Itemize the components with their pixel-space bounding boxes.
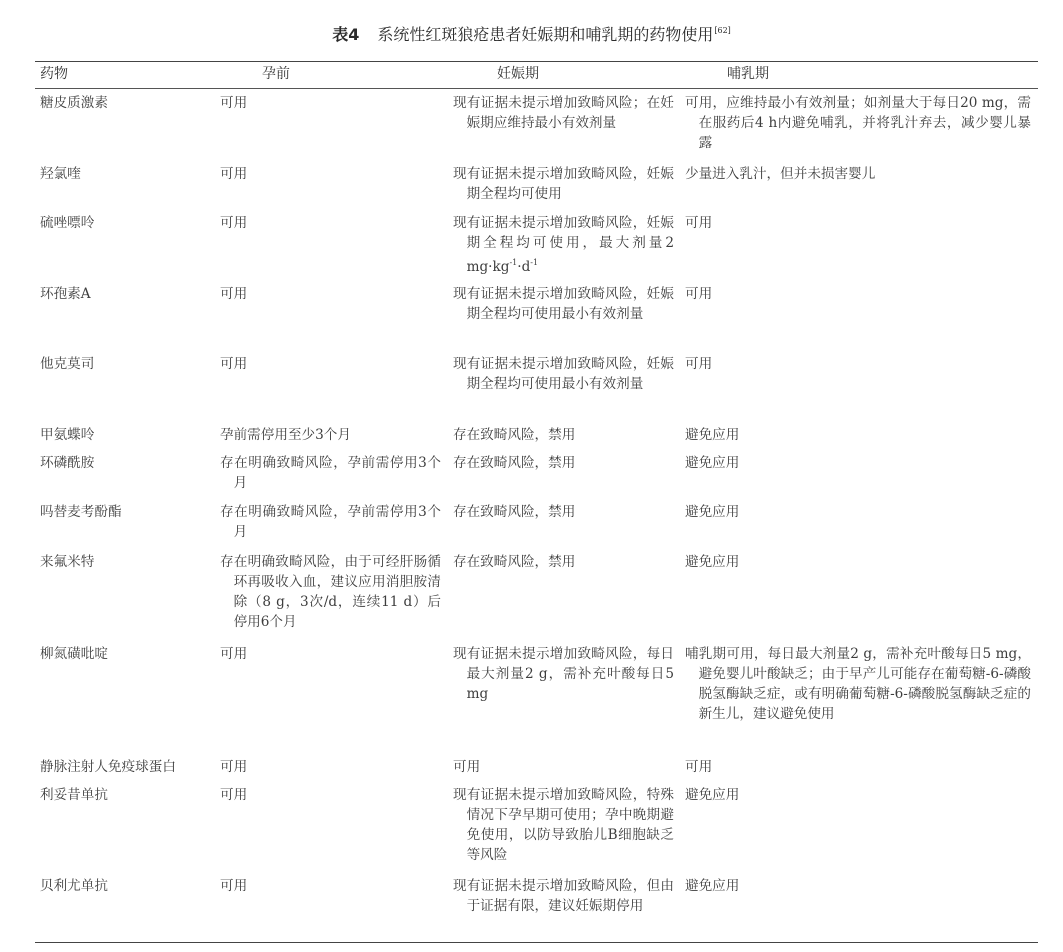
- table-caption: [0, 22, 1063, 45]
- pregnancy-cell: 存在致畸风险，禁用: [453, 554, 576, 570]
- pregnancy-cell: 存在致畸风险，禁用: [453, 427, 576, 443]
- pregnancy-cell: 现有证据未提示增加致畸风险，妊娠期全程均可使用: [453, 166, 674, 202]
- lactation-cell: 避免应用: [685, 455, 740, 471]
- drug-cell: 甲氨蝶呤: [40, 427, 95, 443]
- header-lactation: 哺乳期: [727, 66, 769, 82]
- pre-pregnancy-cell: 孕前需停用至少3个月: [220, 427, 351, 443]
- pre-pregnancy-cell: 存在明确致畸风险，孕前需停用3个月: [220, 504, 441, 540]
- lactation-cell: 避免应用: [685, 554, 740, 570]
- reference-marker: [62]: [714, 26, 731, 35]
- pre-pregnancy-cell: 可用: [220, 878, 248, 894]
- pregnancy-cell: 现有证据未提示增加致畸风险，但由于证据有限，建议妊娠期停用: [453, 878, 674, 914]
- lactation-cell: 可用，应维持最小有效剂量；如剂量大于每日20 mg，需在服药后4 h内避免哺乳，并将乳汁弃去，减少婴儿暴露: [685, 95, 1031, 151]
- drug-cell: 吗替麦考酚酯: [40, 504, 122, 520]
- lactation-cell: 可用: [685, 215, 713, 231]
- lactation-cell: 可用: [685, 759, 713, 775]
- pre-pregnancy-cell: 可用: [220, 286, 248, 302]
- header-drug: 药物: [40, 66, 68, 82]
- lactation-cell: 可用: [685, 286, 713, 302]
- lactation-cell: 避免应用: [685, 878, 740, 894]
- pre-pregnancy-cell: 可用: [220, 356, 248, 372]
- lactation-cell: 少量进入乳汁，但并未损害婴儿: [685, 166, 876, 182]
- pregnancy-cell: 现有证据未提示增加致畸风险；在妊娠期应维持最小有效剂量: [453, 95, 674, 131]
- pregnancy-cell: 存在致畸风险，禁用: [453, 504, 576, 520]
- lactation-cell: 避免应用: [685, 427, 740, 443]
- pre-pregnancy-cell: 存在明确致畸风险，孕前需停用3个月: [220, 455, 441, 491]
- lactation-cell: 避免应用: [685, 504, 740, 520]
- drug-cell: 柳氮磺吡啶: [40, 646, 108, 662]
- drug-cell: 环孢素A: [40, 286, 91, 302]
- pregnancy-cell: 现有证据未提示增加致畸风险，妊娠期全程均可使用最小有效剂量: [453, 356, 674, 392]
- table-top-rule: [35, 61, 1038, 62]
- drug-cell: 来氟米特: [40, 554, 95, 570]
- pre-pregnancy-cell: 可用: [220, 759, 248, 775]
- table-header-rule: [35, 88, 1038, 89]
- header-pre-pregnancy: 孕前: [262, 66, 290, 82]
- drug-cell: 静脉注射人免疫球蛋白: [40, 759, 176, 775]
- pregnancy-cell: 现有证据未提示增加致畸风险，特殊情况下孕早期可使用；孕中晚期避免使用，以防导致胎儿B细胞缺乏等风险: [453, 787, 674, 863]
- drug-cell: 羟氯喹: [40, 166, 81, 182]
- pre-pregnancy-cell: 可用: [220, 646, 248, 662]
- lactation-cell: 可用: [685, 356, 713, 372]
- table-bottom-rule: [35, 942, 1038, 943]
- pregnancy-cell: 现有证据未提示增加致畸风险，妊娠期全程均可使用，最大剂量2 $mg\cdot kg^{-1}\cdot d^{-1}$: [453, 215, 674, 275]
- table-label: 表4: [332, 25, 360, 44]
- lactation-cell: 哺乳期可用，每日最大剂量2 g，需补充叶酸每日5 mg，避免婴儿叶酸缺乏；由于早产儿可能存在葡萄糖-6-磷酸脱氢酶缺乏症，或有明确葡萄糖-6-磷酸脱氢酶缺乏症的新生儿，建议避免使用: [685, 646, 1031, 722]
- table-title: 系统性红斑狼疮患者妊娠期和哺乳期的药物使用: [377, 25, 714, 44]
- drug-cell: 贝利尤单抗: [40, 878, 108, 894]
- pregnancy-cell: 可用: [453, 759, 481, 775]
- pregnancy-cell: 现有证据未提示增加致畸风险，每日最大剂量2 g，需补充叶酸每日5 mg: [453, 646, 674, 702]
- pre-pregnancy-cell: 可用: [220, 166, 248, 182]
- pregnancy-cell: 现有证据未提示增加致畸风险，妊娠期全程均可使用最小有效剂量: [453, 286, 674, 322]
- drug-cell: 他克莫司: [40, 356, 95, 372]
- drug-cell: 硫唑嘌呤: [40, 215, 95, 231]
- drug-cell: 利妥昔单抗: [40, 787, 108, 803]
- pre-pregnancy-cell: 可用: [220, 787, 248, 803]
- pre-pregnancy-cell: 可用: [220, 95, 248, 111]
- pregnancy-cell: 存在致畸风险，禁用: [453, 455, 576, 471]
- pre-pregnancy-cell: 可用: [220, 215, 248, 231]
- header-pregnancy: 妊娠期: [497, 66, 539, 82]
- pre-pregnancy-cell: 存在明确致畸风险，由于可经肝肠循环再吸收入血，建议应用消胆胺清除（8 g，3次/d，连续11 d）后停用6个月: [220, 554, 441, 630]
- drug-cell: 糖皮质激素: [40, 95, 108, 111]
- lactation-cell: 避免应用: [685, 787, 740, 803]
- drug-cell: 环磷酰胺: [40, 455, 95, 471]
